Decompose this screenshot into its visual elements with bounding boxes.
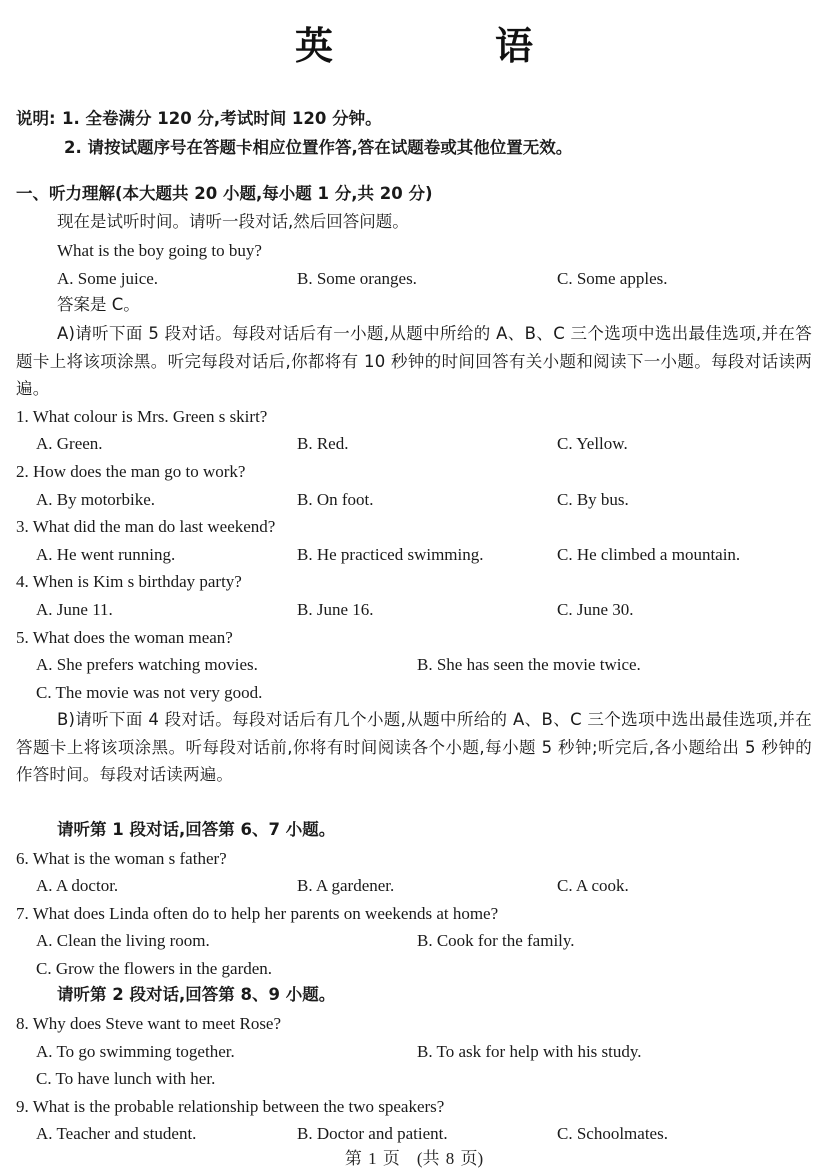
- note-item-1: 1. 全卷满分 120 分,考试时间 120 分钟。: [62, 109, 382, 128]
- option-b: B. June 16.: [297, 600, 374, 619]
- option-b: B. On foot.: [297, 490, 374, 509]
- notes-label: 说明:: [16, 109, 56, 128]
- question-stem: 1. What colour is Mrs. Green s skirt?: [16, 407, 268, 426]
- option-b: B. Doctor and patient.: [297, 1124, 448, 1143]
- option-a: A. By motorbike.: [36, 490, 155, 509]
- part-a-instructions: A)请听下面 5 段对话。每段对话后有一小题,从题中所给的 A、B、C 三个选项中选出最佳选项,并在答题卡上将该项涂黑。听完每段对话后,你都将有 10 秒钟的时间回答有关小题和阅读下一小题。每段对话读两遍。: [16, 324, 812, 399]
- trial-option-b: B. Some oranges.: [297, 269, 417, 288]
- question-stem: 7. What does Linda often do to help her parents on weekends at home?: [16, 904, 499, 923]
- question-stem: 3. What did the man do last weekend?: [16, 517, 276, 536]
- question-stem: 5. What does the woman mean?: [16, 628, 233, 647]
- option-c: C. June 30.: [557, 600, 634, 619]
- trial-answer: 答案是 C。: [57, 295, 140, 314]
- note-item-2: 2. 请按试题序号在答题卡相应位置作答,答在试题卷或其他位置无效。: [64, 138, 573, 157]
- option-a: A. He went running.: [36, 545, 176, 564]
- option-c: C. Grow the flowers in the garden.: [36, 959, 273, 978]
- option-c: C. A cook.: [557, 876, 629, 895]
- option-a: A. June 11.: [36, 600, 113, 619]
- question-stem: 9. What is the probable relationship between the two speakers?: [16, 1097, 445, 1116]
- option-b: B. To ask for help with his study.: [417, 1042, 642, 1061]
- dialogue-1-prompt: 请听第 1 段对话,回答第 6、7 小题。: [57, 820, 336, 839]
- question-stem: 6. What is the woman s father?: [16, 849, 227, 868]
- option-c: C. The movie was not very good.: [36, 683, 263, 702]
- option-a: A. Teacher and student.: [36, 1124, 197, 1143]
- page-title: 英 语: [294, 24, 595, 68]
- option-c: C. He climbed a mountain.: [557, 545, 741, 564]
- option-c: C. Schoolmates.: [557, 1124, 668, 1143]
- page-footer: 第 1 页 (共 8 页): [344, 1149, 484, 1168]
- section-heading: 一、听力理解(本大题共 20 小题,每小题 1 分,共 20 分): [16, 184, 433, 203]
- option-a: A. Clean the living room.: [36, 931, 210, 950]
- option-b: B. She has seen the movie twice.: [417, 655, 641, 674]
- question-stem: 8. Why does Steve want to meet Rose?: [16, 1014, 282, 1033]
- trial-question: What is the boy going to buy?: [57, 241, 262, 260]
- option-c: C. To have lunch with her.: [36, 1069, 216, 1088]
- option-b: B. A gardener.: [297, 876, 395, 895]
- trial-option-a: A. Some juice.: [57, 269, 159, 288]
- option-a: A. Green.: [36, 434, 103, 453]
- option-b: B. He practiced swimming.: [297, 545, 484, 564]
- dialogue-2-prompt: 请听第 2 段对话,回答第 8、9 小题。: [57, 985, 336, 1004]
- option-a: A. A doctor.: [36, 876, 119, 895]
- option-c: C. Yellow.: [557, 434, 628, 453]
- question-stem: 2. How does the man go to work?: [16, 462, 246, 481]
- option-b: B. Cook for the family.: [417, 931, 575, 950]
- part-b-instructions: B)请听下面 4 段对话。每段对话后有几个小题,从题中所给的 A、B、C 三个选项中选出最佳选项,并在答题卡上将该项涂黑。听每段对话前,你将有时间阅读各个小题,每小题 5 秒钟;听完后,各小题给出 5 秒钟的作答时间。每段对话读两遍。: [16, 710, 812, 785]
- question-stem: 4. When is Kim s birthday party?: [16, 572, 242, 591]
- option-c: C. By bus.: [557, 490, 629, 509]
- trial-option-c: C. Some apples.: [557, 269, 668, 288]
- option-a: A. She prefers watching movies.: [36, 655, 258, 674]
- trial-intro: 现在是试听时间。请听一段对话,然后回答问题。: [57, 212, 409, 231]
- option-b: B. Red.: [297, 434, 349, 453]
- option-a: A. To go swimming together.: [36, 1042, 235, 1061]
